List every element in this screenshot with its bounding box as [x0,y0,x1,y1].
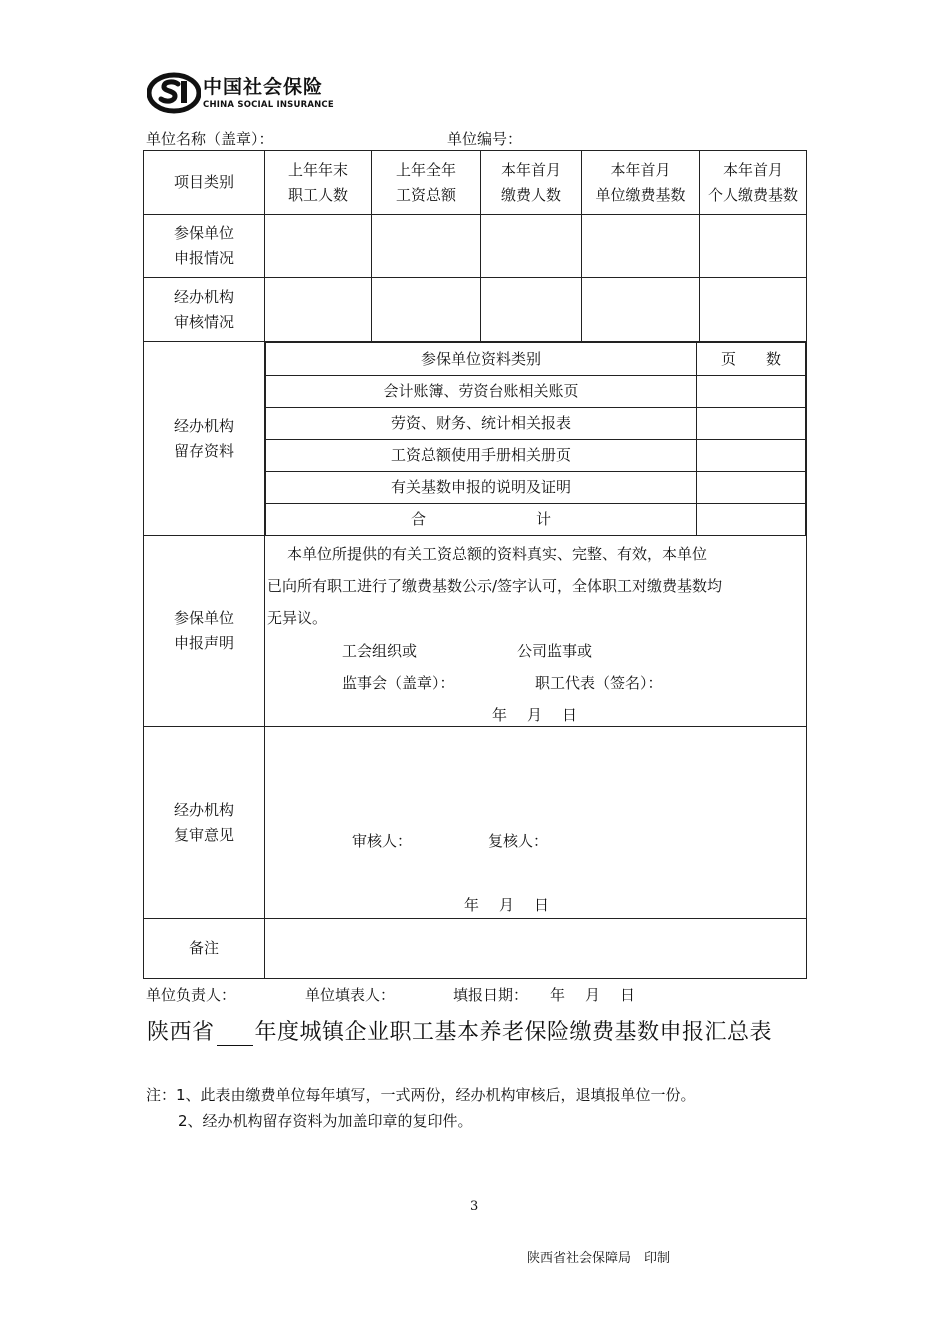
row-label-declare: 参保单位 申报情况 [144,215,265,278]
row-label-audit: 经办机构 审核情况 [144,278,265,342]
retain-total: 合 计 [266,504,697,536]
table-row-retain [144,342,807,536]
cell-input[interactable] [700,278,807,342]
review-cell [265,727,807,919]
table-row-review [144,727,807,919]
table-row-statement [144,536,807,727]
logo [147,70,337,116]
cell-input[interactable] [481,278,582,342]
union-label: 工会组织或 [342,642,418,660]
col-head-category: 项目类别 [144,151,265,215]
review-date: 年 月 日 [464,896,550,914]
auditor-label: 审核人： [352,832,413,850]
statement-line-2: 已向所有职工进行了缴费基数公示/签字认可，全体职工对缴费基数均 [267,577,723,595]
pages-input[interactable] [697,440,806,472]
social-insurance-logo-icon [147,72,201,114]
col-head-unit-base: 本年首月 单位缴费基数 [582,151,700,215]
cell-input[interactable] [582,278,700,342]
remark-input[interactable] [265,919,807,979]
pages-total-input[interactable] [697,504,806,536]
pages-input[interactable] [697,408,806,440]
page-number: 3 [470,1199,479,1214]
retain-type-header: 参保单位资料类别 [266,343,697,376]
cell-input[interactable] [700,215,807,278]
checker-label: 复核人： [488,832,549,850]
unit-head-label: 单位负责人： [146,986,237,1004]
retain-pages-header: 页 数 [697,343,806,376]
footer-printer: 陕西省社会保障局 印制 [527,1251,671,1266]
table-row-declare [144,215,807,278]
cell-input[interactable] [372,215,481,278]
statement-date: 年 月 日 [492,706,578,724]
retain-item: 会计账簿、劳资台账相关账页 [266,376,697,408]
cell-input[interactable] [265,278,372,342]
unit-number-label: 单位编号： [447,130,523,148]
unit-name-label: 单位名称（盖章）： [146,130,274,148]
col-head-personal-base: 本年首月 个人缴费基数 [700,151,807,215]
declaration-table [143,150,807,979]
row-label-statement: 参保单位 申报声明 [144,536,265,727]
pages-input[interactable] [697,376,806,408]
cell-input[interactable] [582,215,700,278]
pages-input[interactable] [697,472,806,504]
page-title: 陕西省 年度城镇企业职工基本养老保险缴费基数申报汇总表 [147,1020,773,1045]
col-head-last-year-wages: 上年全年 工资总额 [372,151,481,215]
logo-chinese-text: 中国社会保险 [203,76,324,98]
col-head-last-year-staff: 上年年末 职工人数 [265,151,372,215]
row-label-retain: 经办机构 留存资料 [144,342,265,536]
statement-cell [265,536,807,727]
cell-input[interactable] [372,278,481,342]
staff-rep-label: 职工代表（签名）： [535,674,663,692]
retain-item: 劳资、财务、统计相关报表 [266,408,697,440]
unit-filler-label: 单位填表人： [305,986,396,1004]
cell-input[interactable] [265,215,372,278]
col-head-payers: 本年首月 缴费人数 [481,151,582,215]
fill-date-label: 填报日期： 年 月 日 [453,986,636,1004]
row-label-review: 经办机构 复审意见 [144,727,265,919]
cell-input[interactable] [481,215,582,278]
row-label-remark: 备注 [144,919,265,979]
retain-materials-cell [265,342,807,536]
statement-line-3: 无异议。 [267,609,328,627]
retain-item: 有关基数申报的说明及证明 [266,472,697,504]
logo-english-text: CHINA SOCIAL INSURANCE [203,100,334,110]
supervisor-label: 公司监事或 [517,642,593,660]
table-row-audit [144,278,807,342]
seal-label: 监事会（盖章）： [342,674,455,692]
retain-item: 工资总额使用手册相关册页 [266,440,697,472]
note-1: 注：1、此表由缴费单位每年填写，一式两份，经办机构审核后，退填报单位一份。 [146,1086,696,1104]
retain-materials-table [265,342,806,535]
table-row-remark [144,919,807,979]
note-2: 2、经办机构留存资料为加盖印章的复印件。 [178,1112,473,1130]
table-header-row [144,151,807,215]
year-blank [217,1025,253,1046]
statement-line-1: 本单位所提供的有关工资总额的资料真实、完整、有效，本单位 [287,545,708,563]
